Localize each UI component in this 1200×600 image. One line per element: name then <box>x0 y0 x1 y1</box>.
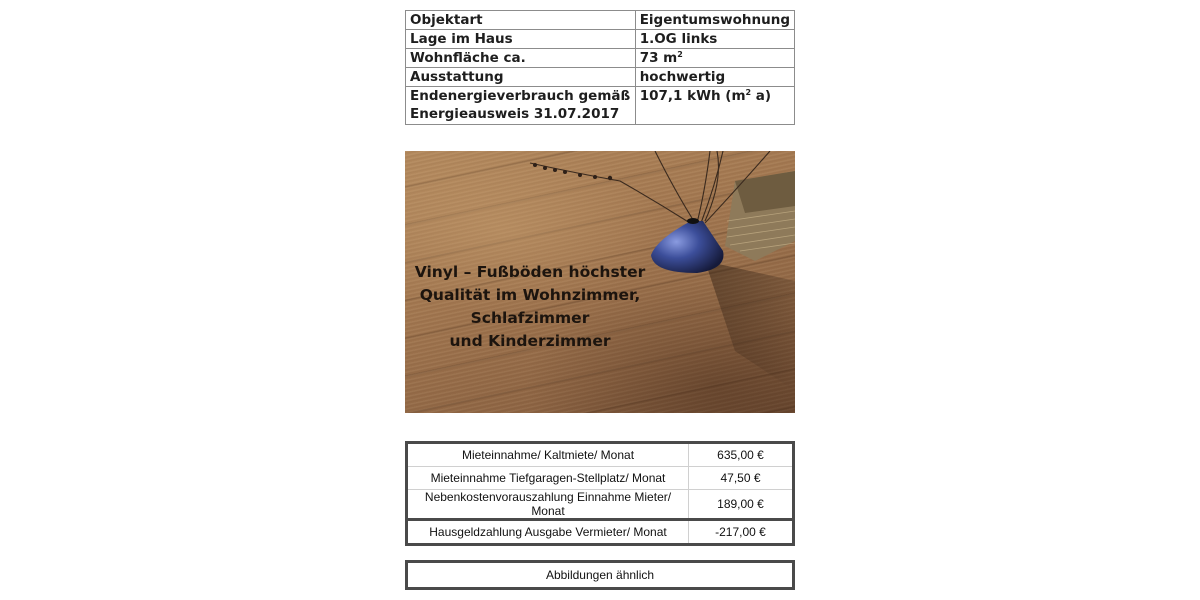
property-label: Wohnfläche ca. <box>406 49 636 68</box>
property-row-lage <box>406 30 795 49</box>
pendant-lamp <box>651 218 723 273</box>
finance-row-kaltmiete <box>407 443 794 467</box>
energy-label-line2: Energieausweis 31.07.2017 <box>410 106 620 122</box>
property-details-table <box>405 10 795 125</box>
energy-unit-exponent: 2 <box>745 88 752 97</box>
wicker-basket <box>725 171 795 261</box>
property-value: Eigentumswohnung <box>635 11 794 30</box>
energy-label-line1: Endenergieverbrauch gemäß <box>410 88 631 104</box>
property-value <box>635 87 794 125</box>
finance-label: Mieteinnahme/ Kaltmiete/ Monat <box>407 443 689 467</box>
property-label: Lage im Haus <box>406 30 636 49</box>
property-row-energie <box>406 87 795 125</box>
caption-line: Vinyl – Fußböden höchster <box>414 263 646 281</box>
images-similar-note: Abbildungen ähnlich <box>405 560 795 590</box>
finance-value: 189,00 € <box>689 490 794 520</box>
caption-line: Qualität im Wohnzimmer, <box>419 286 641 304</box>
property-label <box>406 87 636 125</box>
finance-row-nebenkosten <box>407 490 794 520</box>
area-unit-exponent: 2 <box>677 50 683 59</box>
vinyl-floor-photo <box>405 151 795 413</box>
property-label: Ausstattung <box>406 68 636 87</box>
property-row-ausstattung <box>406 68 795 87</box>
finance-row-stellplatz <box>407 467 794 490</box>
finance-value: 635,00 € <box>689 443 794 467</box>
property-value <box>635 49 794 68</box>
property-label: Objektart <box>406 11 636 30</box>
finance-value: 47,50 € <box>689 467 794 490</box>
finance-row-hausgeld <box>407 520 794 545</box>
finance-value: -217,00 € <box>689 520 794 545</box>
property-value: hochwertig <box>635 68 794 87</box>
caption-line: und Kinderzimmer <box>449 332 611 350</box>
finance-label: Hausgeldzahlung Ausgabe Vermieter/ Monat <box>407 520 689 545</box>
area-value: 73 m <box>639 50 678 66</box>
energy-value-pre: 107,1 kWh (m <box>639 88 746 104</box>
rental-finance-table <box>405 441 795 546</box>
caption-line: Schlafzimmer <box>470 309 590 327</box>
energy-value-post: a) <box>751 88 772 104</box>
property-row-objektart <box>406 11 795 30</box>
property-value: 1.OG links <box>635 30 794 49</box>
finance-label: Nebenkostenvorauszahlung Einnahme Mieter/ Monat <box>407 490 689 520</box>
property-row-wohnflaeche <box>406 49 795 68</box>
photo-caption <box>405 261 655 353</box>
finance-label: Mieteinnahme Tiefgaragen-Stellplatz/ Monat <box>407 467 689 490</box>
